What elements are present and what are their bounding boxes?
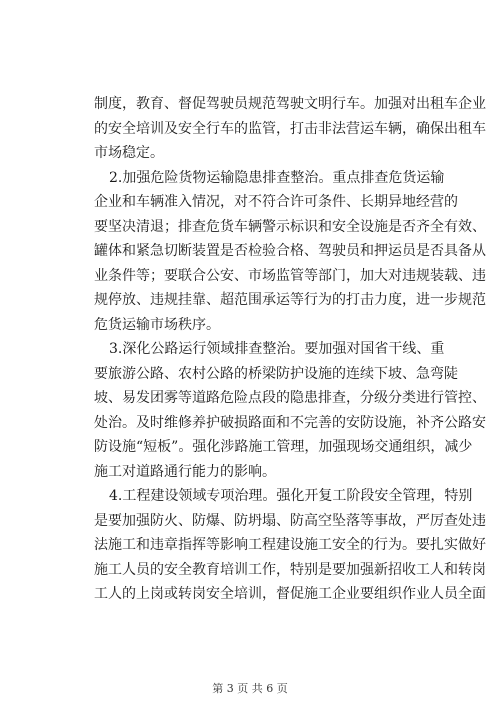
paragraph-1 bbox=[94, 92, 486, 166]
page-number-footer: 第 3 页 共 6 页 bbox=[212, 682, 288, 695]
text-line: 防设施“短板”。强化涉路施工管理，加强现场交通组织，减少 bbox=[94, 439, 473, 455]
text-line: 处治。及时维修养护破损路面和不完善的安防设施，补齐公路安 bbox=[94, 414, 486, 431]
text-line: 市场稳定。 bbox=[94, 145, 164, 161]
text-line: 工人的上岗或转岗安全培训，督促施工企业要组织作业人员全面 bbox=[94, 586, 486, 602]
text-line: 4.工程建设领域专项治理。强化开复工阶段安全管理，特别 bbox=[109, 488, 473, 504]
text-line: 坡、易发团雾等道路危险点段的隐患排查，分级分类进行管控、 bbox=[94, 390, 486, 406]
text-line: 制度，教育、督促驾驶员规范驾驶文明行车。加强对出租车企业 bbox=[94, 96, 486, 112]
text-line: 企业和车辆准入情况，对不符合许可条件、长期异地经营的 bbox=[94, 194, 458, 210]
text-line: 危货运输市场秩序。 bbox=[94, 316, 220, 333]
text-line: 的安全培训及安全行车的监管，打击非法营运车辆，确保出租车 bbox=[94, 120, 486, 137]
text-line: 3.深化公路运行领域排查整治。要加强对国省干线、重 bbox=[109, 341, 445, 357]
text-line: 业条件等；要联合公安、市场监管等部门，加大对违规装载、违 bbox=[94, 267, 486, 284]
text-line: 规停放、违规挂靠、超范围承运等行为的打击力度，进一步规范 bbox=[94, 292, 486, 308]
text-line: 2.加强危险货物运输隐患排查整治。重点排查危货运输 bbox=[109, 169, 445, 186]
text-line: 要坚决清退；排查危货车辆警示标识和安全设施是否齐全有效、 bbox=[94, 218, 486, 235]
text-line: 要旅游公路、农村公路的桥梁防护设施的连续下坡、急弯陡 bbox=[94, 365, 458, 382]
text-line: 施工人员的安全教育培训工作，特别是要加强新招收工人和转岗 bbox=[94, 561, 486, 578]
paragraph-3 bbox=[94, 337, 486, 484]
paragraph-2 bbox=[94, 166, 486, 338]
text-line: 是要加强防火、防爆、防坍塌、防高空坠落等事故，严厉查处违 bbox=[94, 512, 486, 529]
text-line: 罐体和紧急切断装置是否检验合格、驾驶员和押运员是否具备从 bbox=[94, 243, 486, 259]
document-body bbox=[94, 92, 486, 607]
text-line: 法施工和违章指挥等影响工程建设施工安全的行为。要扎实做好 bbox=[94, 537, 486, 553]
text-line: 施工对道路通行能力的影响。 bbox=[94, 463, 276, 480]
paragraph-4 bbox=[94, 484, 486, 607]
